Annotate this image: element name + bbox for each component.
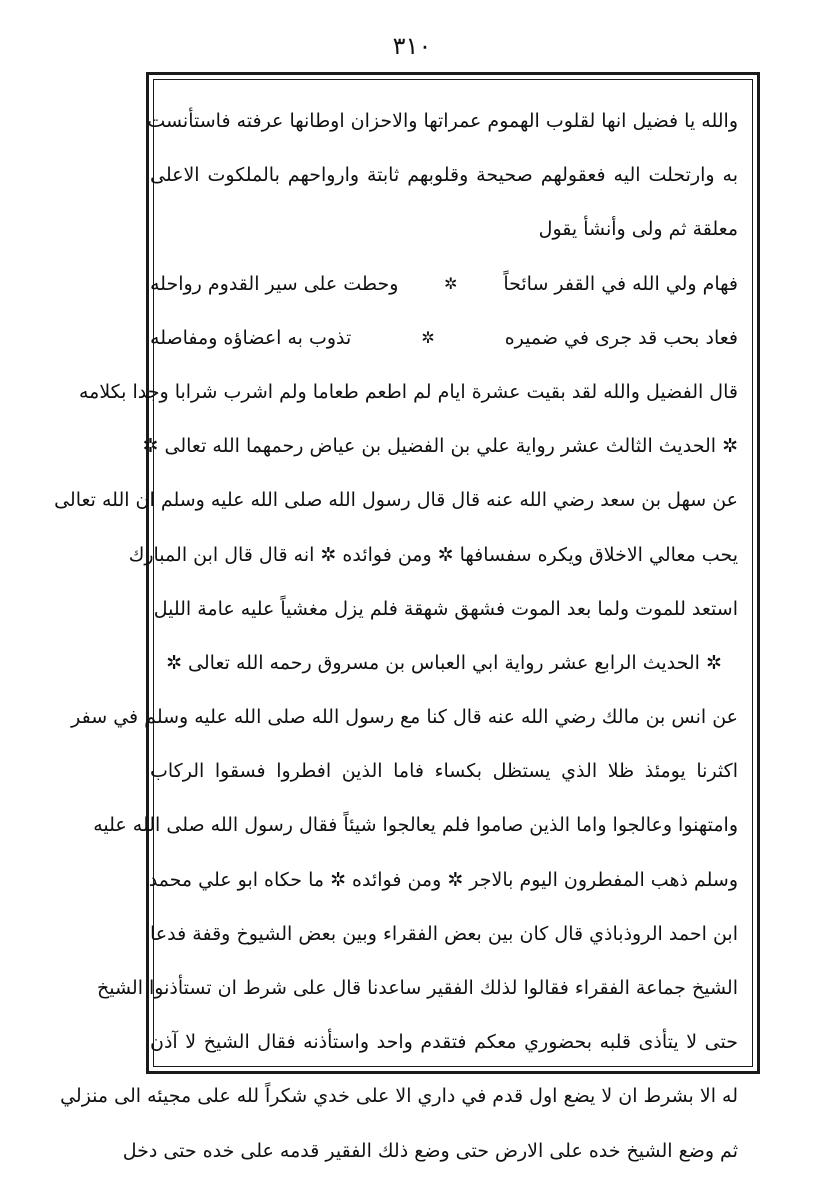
text-line: يحب معالي الاخلاق ويكره سفسافها ✲ ومن فوائده ✲ انه قال قال ابن المبارك [128, 543, 738, 566]
text-line: قال الفضيل والله لقد بقيت عشرة ايام لم اطعم طعاما ولم اشرب شرابا وجدا بكلامه [78, 380, 738, 403]
text-line: وامتهنوا وعالجوا واما الذين صاموا فلم يعالجوا شيئاً فقال رسول الله صلى الله عليه [93, 814, 738, 837]
page-number: ٣١٠ [392, 32, 432, 60]
text-line: وسلم ذهب المفطرون اليوم بالاجر ✲ ومن فوائده ✲ ما حكاه ابو علي محمد [148, 868, 738, 891]
text-line: ثم وضع الشيخ خده على الارض حتى وضع ذلك الفقير قدمه على خده حتى دخل [122, 1139, 738, 1162]
text-line: ابن احمد الروذباذي قال كان بين بعض الفقراء وبين بعض الشيوخ وقفة فدعا [150, 922, 738, 945]
text-line: حتى لا يتأذى قلبه بحضوري معكم فتقدم واحد واستأذنه فقال الشيخ لا آذن [150, 1031, 738, 1054]
text-body [54, 94, 738, 1178]
verse-separator-icon: ✲ [421, 327, 435, 347]
hadith-heading: ✲ الحديث الثالث عشر رواية علي بن الفضيل بن عياض رحمهما الله تعالى ✲ [142, 435, 738, 458]
text-line: له الا بشرط ان لا يضع اول قدم في داري الا على خدي شكراً لله على مجيئه الى منزلي [60, 1085, 738, 1108]
text-line: معلقة ثم ولى وأنشأ يقول [538, 218, 738, 241]
verse-line [150, 311, 738, 365]
text-line: استعد للموت ولما بعد الموت فشهق شهقة فلم يزل مغشياً عليه عامة الليل [153, 597, 738, 620]
verse-hemistich-second: وحطت على سير القدوم رواحله [150, 272, 399, 295]
text-line: عن انس بن مالك رضي الله عنه قال كنا مع رسول الله صلى الله عليه وسلم في سفر [71, 706, 738, 729]
text-line: الشيخ جماعة الفقراء فقالوا لذلك الفقير ساعدنا قال على شرط ان تستأذنوا الشيخ [96, 977, 738, 999]
verse-hemistich-first: فهام ولي الله في القفر سائحاً [503, 272, 738, 295]
verse-hemistich-first: فعاد بحب قد جرى في ضميره [504, 326, 738, 349]
verse-separator-icon: ✲ [444, 273, 458, 293]
text-line: اكثرنا يومئذ ظلا الذي يستظل بكساء فاما الذين افطروا فسقوا الركاب [150, 760, 738, 783]
text-line: به وارتحلت اليه فعقولهم صحيحة وقلوبهم ثابتة وارواحهم بالملكوت الاعلى [150, 164, 738, 187]
text-line: عن سهل بن سعد رضي الله عنه قال قال رسول الله صلى الله عليه وسلم ان الله تعالى [54, 489, 738, 512]
verse-hemistich-second: تذوب به اعضاؤه ومفاصله [150, 326, 352, 349]
hadith-heading: ✲ الحديث الرابع عشر رواية ابي العباس بن مسروق رحمه الله تعالى ✲ [166, 651, 722, 674]
verse-line [150, 257, 738, 311]
text-line: والله يا فضيل انها لقلوب الهموم عمراتها والاحزان اوطانها عرفته فاستأنست [147, 110, 738, 132]
